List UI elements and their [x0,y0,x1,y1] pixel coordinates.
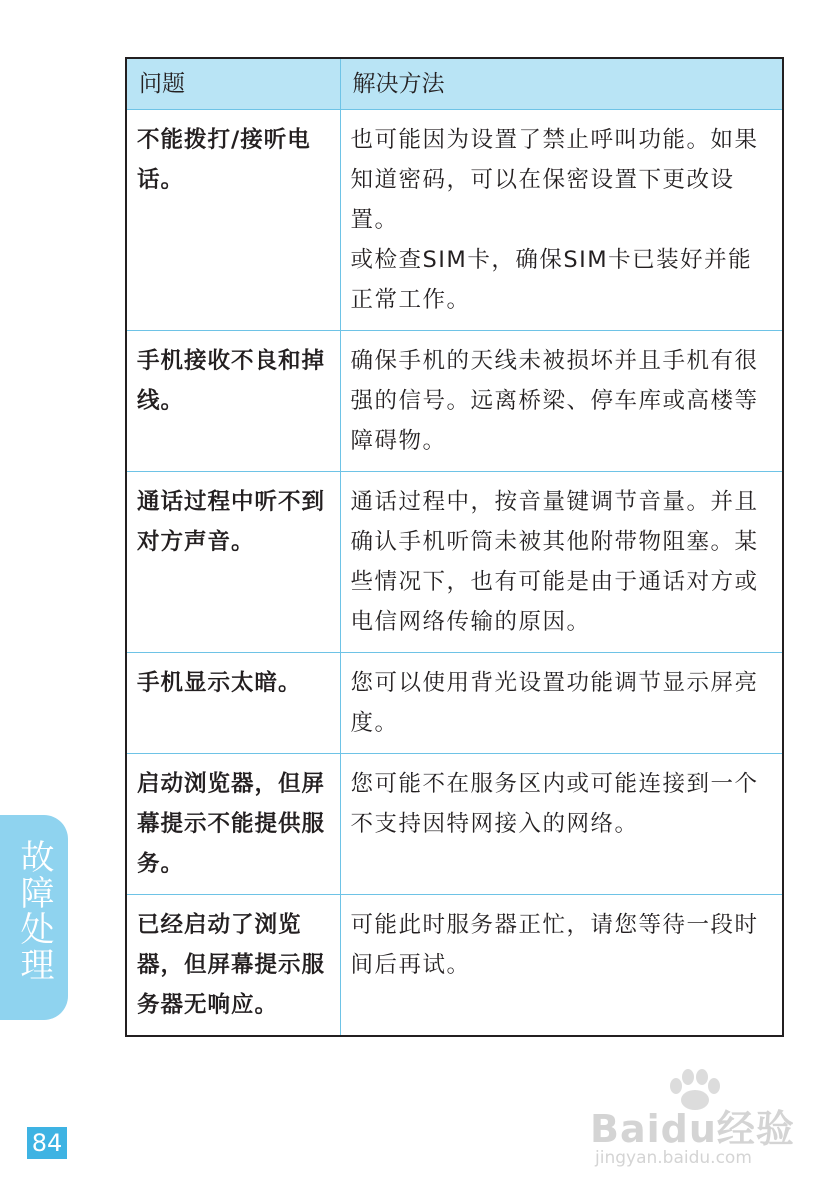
problem-cell: 通话过程中听不到对方声音。 [126,472,340,653]
problem-cell: 不能拨打/接听电话。 [126,110,340,331]
solution-text: 通话过程中，按音量键调节音量。并且确认手机听筒未被其他附带物阻塞。某些情况下，也有可能是由于通话对方或电信网络传输的原因。 [350,489,759,635]
page-number: 84 [27,1127,67,1159]
troubleshooting-table [125,57,784,1037]
table-row [126,472,783,653]
chapter-side-tab [0,815,68,1020]
problem-cell: 启动浏览器，但屏幕提示不能提供服务。 [126,754,340,895]
problem-cell: 已经启动了浏览器，但屏幕提示服务器无响应。 [126,895,340,1037]
solution-text: 或检查SIM卡，确保SIM卡已装好并能正常工作。 [350,247,753,313]
table-header-row [126,58,783,110]
table-row [126,653,783,754]
solution-cell [340,754,783,895]
solution-text: 您可能不在服务区内或可能连接到一个不支持因特网接入的网络。 [350,771,759,837]
problem-cell: 手机显示太暗。 [126,653,340,754]
solution-text: 可能此时服务器正忙，请您等待一段时间后再试。 [350,912,759,978]
table-row [126,331,783,472]
header-solution: 解决方法 [340,58,783,110]
solution-cell [340,653,783,754]
solution-cell [340,895,783,1037]
watermark-url: jingyan.baidu.com [595,1148,752,1168]
table-row [126,895,783,1037]
solution-text: 也可能因为设置了禁止呼叫功能。如果知道密码，可以在保密设置下更改设置。 [350,127,759,233]
solution-cell [340,331,783,472]
table-row [126,754,783,895]
solution-cell [340,472,783,653]
chapter-label: 故障处理 [14,839,54,983]
watermark [590,1068,795,1168]
solution-text: 确保手机的天线未被损坏并且手机有很强的信号。远离桥梁、停车库或高楼等障碍物。 [350,348,759,454]
solution-text: 您可以使用背光设置功能调节显示屏亮度。 [350,670,759,736]
header-problem: 问题 [126,58,340,110]
watermark-logo: Baidu经验 [590,1107,795,1151]
problem-cell: 手机接收不良和掉线。 [126,331,340,472]
table-row [126,110,783,331]
solution-cell [340,110,783,331]
